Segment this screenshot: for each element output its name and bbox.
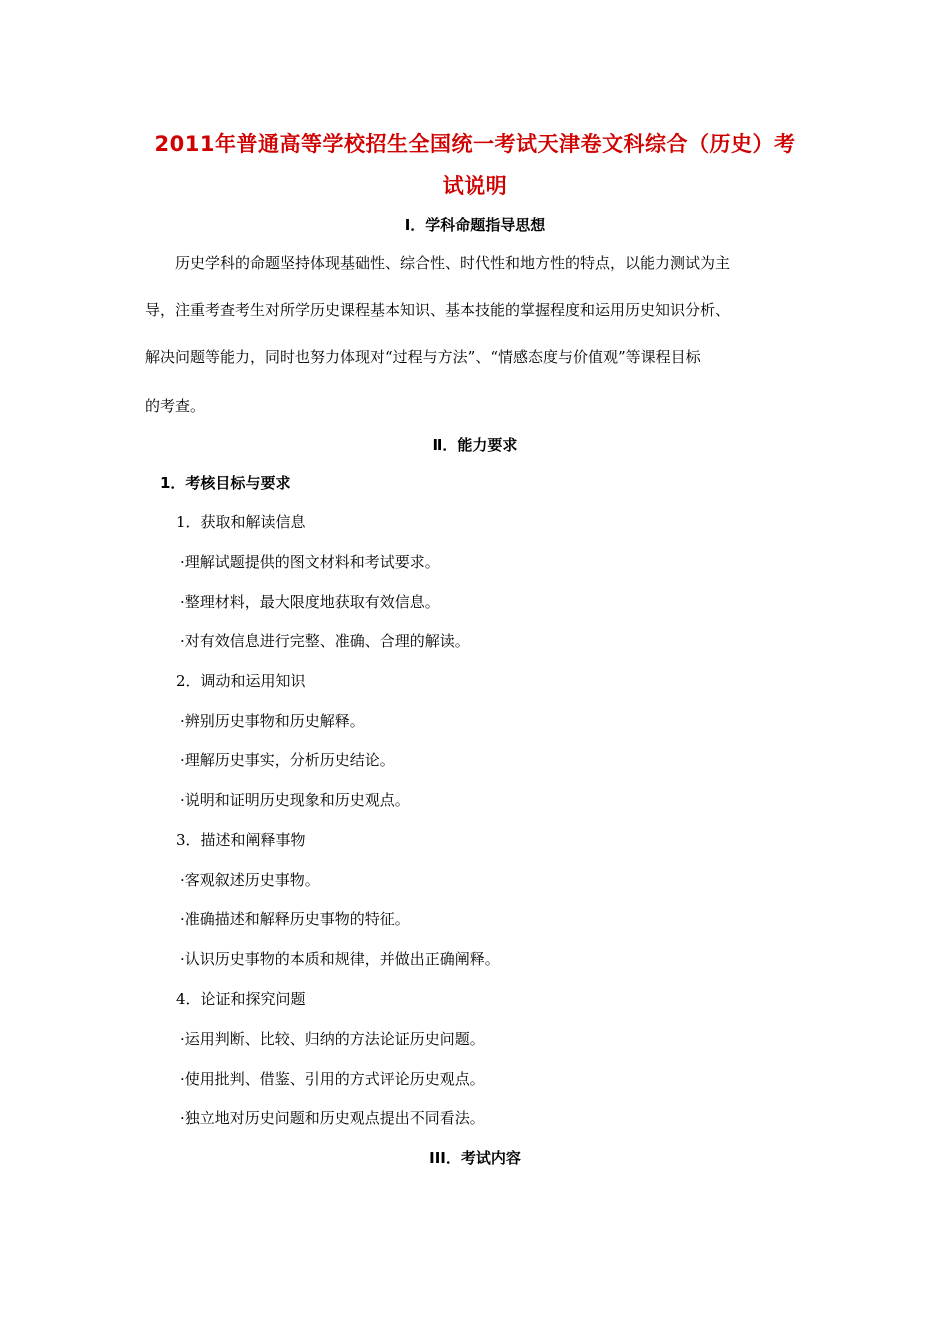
section-3-heading: III．考试内容 bbox=[429, 1149, 521, 1167]
group-1-bullet-3: ·对有效信息进行完整、准确、合理的解读。 bbox=[180, 632, 470, 650]
document-title-line-1: 2011年普通高等学校招生全国统一考试天津卷文科综合（历史）考 bbox=[154, 132, 796, 156]
section-2-subheading: 1．考核目标与要求 bbox=[160, 474, 291, 492]
group-2-bullet-1: ·辨别历史事物和历史解释。 bbox=[180, 712, 365, 730]
group-2-label: 2．调动和运用知识 bbox=[176, 672, 306, 690]
group-1-bullet-2: ·整理材料，最大限度地获取有效信息。 bbox=[180, 593, 440, 611]
section-1-paragraph-line-4: 的考查。 bbox=[145, 397, 206, 415]
group-1-label: 1．获取和解读信息 bbox=[176, 513, 306, 531]
group-2-bullet-3: ·说明和证明历史现象和历史观点。 bbox=[180, 791, 410, 809]
group-4-bullet-2: ·使用批判、借鉴、引用的方式评论历史观点。 bbox=[180, 1070, 485, 1088]
group-3-bullet-1: ·客观叙述历史事物。 bbox=[180, 871, 320, 889]
group-4-bullet-1: ·运用判断、比较、归纳的方法论证历史问题。 bbox=[180, 1030, 485, 1048]
section-1-paragraph-line-1: 历史学科的命题坚持体现基础性、综合性、时代性和地方性的特点，以能力测试为主 bbox=[175, 254, 731, 272]
group-3-bullet-2: ·准确描述和解释历史事物的特征。 bbox=[180, 910, 410, 928]
group-3-label: 3．描述和阐释事物 bbox=[176, 831, 306, 849]
section-1-heading: Ⅰ．学科命题指导思想 bbox=[404, 216, 546, 234]
section-1-paragraph-line-2: 导，注重考查考生对所学历史课程基本知识、基本技能的掌握程度和运用历史知识分析、 bbox=[145, 301, 731, 319]
section-2-heading: Ⅱ．能力要求 bbox=[432, 436, 518, 454]
section-1-paragraph-line-3: 解决问题等能力，同时也努力体现对“过程与方法”、“情感态度与价值观”等课程目标 bbox=[145, 348, 701, 366]
group-4-bullet-3: ·独立地对历史问题和历史观点提出不同看法。 bbox=[180, 1109, 485, 1127]
group-1-bullet-1: ·理解试题提供的图文材料和考试要求。 bbox=[180, 553, 440, 571]
group-2-bullet-2: ·理解历史事实，分析历史结论。 bbox=[180, 751, 395, 769]
group-3-bullet-3: ·认识历史事物的本质和规律，并做出正确阐释。 bbox=[180, 950, 500, 968]
document-title-line-2: 试说明 bbox=[442, 174, 508, 198]
group-4-label: 4．论证和探究问题 bbox=[176, 990, 306, 1008]
